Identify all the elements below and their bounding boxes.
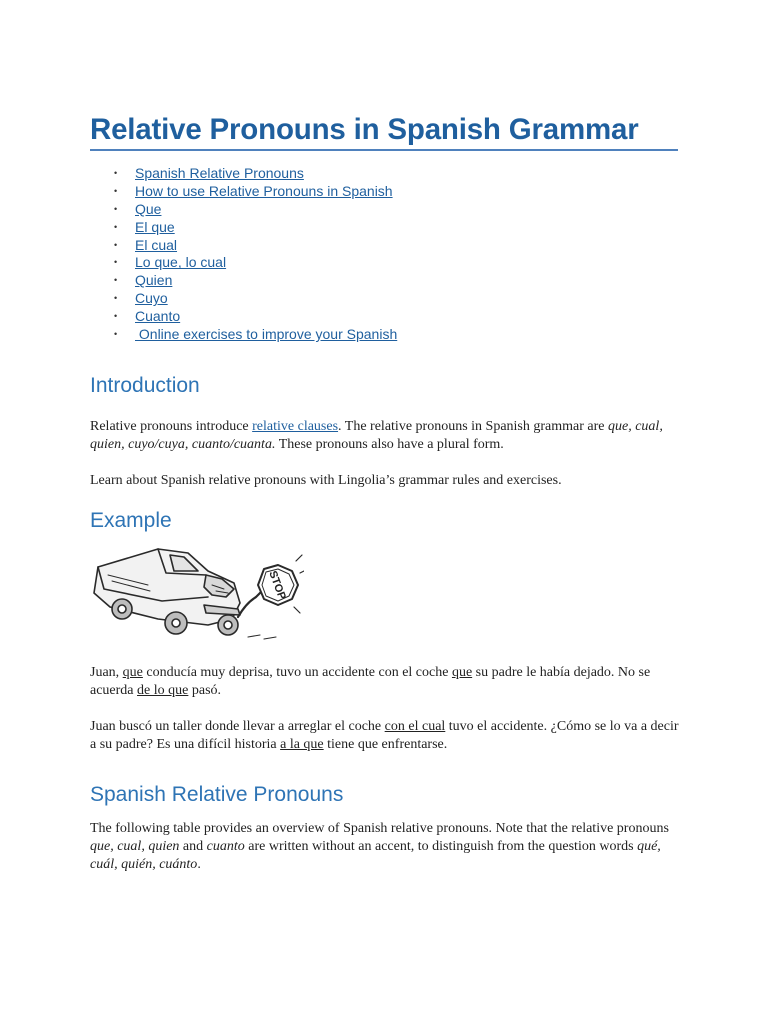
- text-run: are written without an accent, to distinguish from the question words: [244, 839, 638, 854]
- toc-item: [90, 271, 397, 289]
- toc-link-quien[interactable]: Quien: [135, 272, 173, 289]
- text-run: pasó.: [188, 683, 222, 698]
- bullet-icon: •: [114, 293, 118, 304]
- text-run: Juan,: [90, 665, 123, 680]
- text-run: and: [179, 839, 207, 854]
- example-paragraph-1: [90, 664, 688, 700]
- bullet-icon: •: [114, 168, 118, 178]
- text-run: conducía muy deprisa, tuvo un accidente con el coche: [142, 665, 452, 680]
- text-run: Juan buscó un taller donde llevar a arreglar el coche: [90, 719, 385, 734]
- toc-item: [90, 289, 397, 307]
- toc-item: [90, 200, 397, 218]
- intro-paragraph-2: Learn about Spanish relative pronouns with Lingolia’s grammar rules and exercises.: [90, 473, 562, 488]
- text-run: These pronouns also have a plural form.: [275, 437, 504, 452]
- italic-question-words: qué, cuál, quién, cuánto: [90, 839, 661, 872]
- bullet-icon: •: [114, 311, 118, 322]
- stop-sign-text: STOP: [266, 569, 288, 602]
- bullet-icon: •: [114, 239, 118, 250]
- toc-item: [90, 307, 397, 325]
- underlined-pronoun: a la que: [280, 737, 324, 752]
- toc-link-que[interactable]: Que: [135, 200, 162, 217]
- underlined-pronoun: que: [451, 665, 473, 680]
- toc-item: [90, 164, 397, 182]
- toc-link-online-exercises[interactable]: Online exercises to improve your Spanish: [135, 326, 398, 343]
- toc-link-el-que[interactable]: El que: [135, 218, 175, 235]
- heading-example: Example: [90, 509, 172, 532]
- toc-link-el-cual[interactable]: El cual: [135, 236, 178, 253]
- bullet-icon: •: [114, 275, 118, 286]
- bullet-icon: •: [114, 329, 118, 340]
- underlined-pronoun: de lo que: [137, 683, 189, 698]
- link-relative-clauses[interactable]: relative clauses: [252, 419, 339, 434]
- toc-link-lo-que-lo-cual[interactable]: Lo que, lo cual: [135, 254, 227, 271]
- text-run: su padre le había dejado. No se acuerda: [90, 665, 651, 698]
- toc-item: [90, 218, 397, 236]
- text-run: .: [197, 857, 201, 872]
- pronouns-paragraph: [90, 820, 688, 874]
- bullet-icon: •: [114, 185, 118, 196]
- toc-item: [90, 325, 397, 343]
- toc-item: [90, 182, 397, 200]
- toc-link-how-to-use[interactable]: How to use Relative Pronouns in Spanish: [135, 182, 393, 199]
- text-run: tiene que enfrentarse.: [323, 737, 448, 752]
- text-run: . The relative pronouns in Spanish grammar are: [338, 419, 608, 434]
- bullet-icon: •: [114, 221, 118, 232]
- text-run: Relative pronouns introduce: [90, 419, 253, 434]
- intro-paragraph-1: [90, 418, 688, 454]
- table-of-contents: [90, 164, 397, 343]
- heading-introduction: Introduction: [90, 374, 200, 397]
- pronoun-list: que, cual, quien, cuyo/cuya, cuanto/cuanta.: [90, 419, 663, 452]
- italic-pronoun: cuanto: [206, 839, 245, 854]
- italic-pronouns: que, cual, quien: [90, 839, 180, 854]
- title-underline-rule: [90, 149, 678, 151]
- heading-spanish-relative-pronouns: Spanish Relative Pronouns: [90, 783, 344, 806]
- text-run: tuvo el accidente. ¿Cómo se lo va a decir a su padre? Es una difícil historia: [90, 719, 679, 752]
- underlined-pronoun: con el cual: [384, 719, 446, 734]
- toc-link-cuyo[interactable]: Cuyo: [135, 290, 168, 307]
- toc-item: [90, 253, 397, 271]
- bullet-icon: •: [114, 257, 118, 268]
- underlined-pronoun: que: [122, 665, 143, 680]
- toc-link-cuanto[interactable]: Cuanto: [135, 308, 181, 325]
- toc-item: [90, 236, 397, 254]
- text-run: The following table provides an overview of Spanish relative pronouns. Note that the relative pronouns: [90, 821, 669, 836]
- crashed-truck-stop-sign-illustration: [88, 545, 304, 645]
- bullet-icon: •: [114, 203, 118, 214]
- example-paragraph-2: [90, 718, 688, 754]
- toc-link-spanish-relative-pronouns[interactable]: Spanish Relative Pronouns: [135, 165, 304, 181]
- page-title: Relative Pronouns in Spanish Grammar: [90, 113, 639, 146]
